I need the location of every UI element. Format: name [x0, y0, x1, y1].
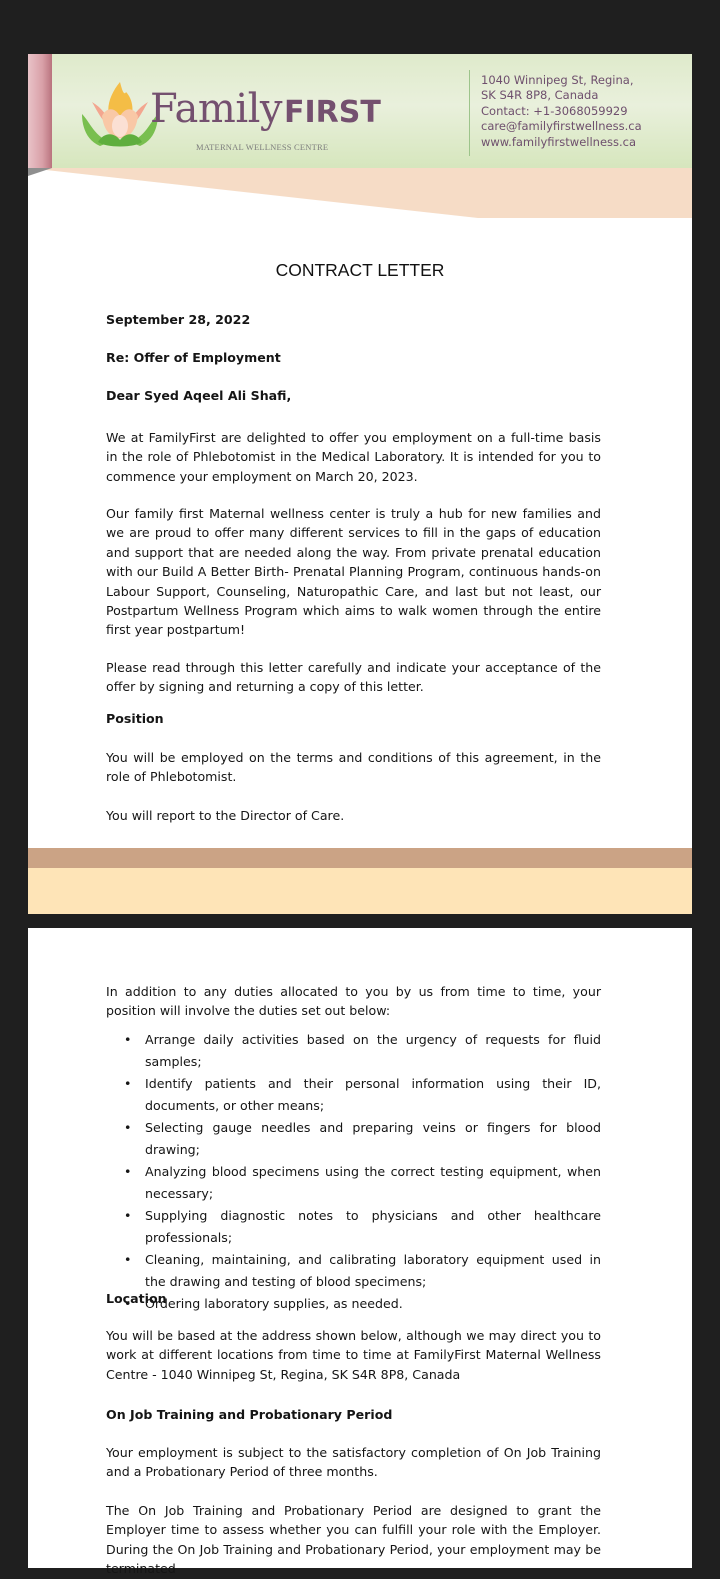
letterhead-peach-wedge — [28, 168, 692, 218]
brand-subtitle: MATERNAL WELLNESS CENTRE — [196, 142, 329, 152]
duty-item: • Analyzing blood specimens using the correct testing equipment, when necessary; — [106, 1161, 601, 1205]
paragraph-training-purpose: The On Job Training and Probationary Period are designed to grant the Employer time to assess whether you can fulfill your role with the Employer. During the On Job Training and Probationary Period, your employment may be terminated — [106, 1503, 601, 1577]
paragraph-position-terms: You will be employed on the terms and conditions of this agreement, in the role of Phlebotomist. — [106, 750, 601, 785]
letter-date: September 28, 2022 — [106, 312, 251, 327]
paragraph-about-center: Our family first Maternal wellness center is truly a hub for new families and we are proud to offer many different services to fill in the gaps of education and support that are needed along the way. From private prenatal education with our Build A Better Birth- Prenatal Planning Program, continuous hands-on Labour Support, Counseling, Naturopathic Care, and last but not least, our Postpartum Wellness Program which aims to walk women through the entire first year postpartum! — [106, 506, 601, 638]
paragraph-reporting: You will report to the Director of Care. — [106, 808, 345, 823]
heading-position: Position — [106, 711, 164, 726]
paragraph-training-requirement: Your employment is subject to the satisfactory completion of On Job Training and a Probationary Period of three months. — [106, 1445, 601, 1480]
letter-subject: Re: Offer of Employment — [106, 350, 281, 365]
contact-address-line-2: SK S4R 8P8, Canada — [481, 88, 599, 103]
brand-name-bold: FIRST — [284, 95, 381, 130]
paragraph-location: You will be based at the address shown below, although we may direct you to work at different locations from time to time at FamilyFirst Maternal Wellness Centre - 1040 Winnipeg St, Regina, SK S4R 8P8, Canada — [106, 1328, 601, 1382]
paragraph-offer: We at FamilyFirst are delighted to offer you employment on a full-time basis in the role of Phlebotomist in the Medical Laboratory. It is intended for you to commence your employment on March 20, 2023. — [106, 430, 601, 484]
document-title: CONTRACT LETTER — [275, 260, 445, 280]
footer-band-brown — [28, 848, 692, 868]
paragraph-duties-intro: In addition to any duties allocated to you by us from time to time, your position will involve the duties set out below: — [106, 984, 601, 1019]
contact-website: www.familyfirstwellness.ca — [481, 134, 637, 149]
contact-block — [481, 73, 642, 150]
heading-training: On Job Training and Probationary Period — [106, 1407, 393, 1422]
brand-wordmark — [150, 86, 381, 132]
lotus-logo-icon — [80, 76, 160, 154]
header-divider — [469, 70, 470, 156]
paragraph-acceptance: Please read through this letter carefully and indicate your acceptance of the offer by signing and returning a copy of this letter. — [106, 660, 601, 695]
duty-item: • Ordering laboratory supplies, as needed. — [106, 1293, 601, 1315]
duties-list — [106, 1029, 601, 1315]
heading-location: Location — [106, 1291, 167, 1306]
footer-band-cream — [28, 868, 692, 914]
brand-name-script: Family — [150, 86, 282, 132]
document-page-1 — [28, 54, 692, 914]
duty-item: • Selecting gauge needles and preparing veins or fingers for blood drawing; — [106, 1117, 601, 1161]
duty-item: • Identify patients and their personal information using their ID, documents, or other means; — [106, 1073, 601, 1117]
contact-address-line-1: 1040 Winnipeg St, Regina, — [481, 73, 634, 87]
duty-item: • Supplying diagnostic notes to physicians and other healthcare professionals; — [106, 1205, 601, 1249]
document-page-2 — [28, 928, 692, 1577]
duty-item: • Arrange daily activities based on the urgency of requests for fluid samples; — [106, 1029, 601, 1073]
contact-email: care@familyfirstwellness.ca — [481, 119, 642, 134]
duty-item: • Cleaning, maintaining, and calibrating laboratory equipment used in the drawing and testing of blood specimens; — [106, 1249, 601, 1293]
letter-salutation: Dear Syed Aqeel Ali Shafi, — [106, 388, 292, 403]
contact-phone: Contact: +1-3068059929 — [481, 103, 628, 118]
letterhead-side-ribbon — [28, 54, 52, 168]
